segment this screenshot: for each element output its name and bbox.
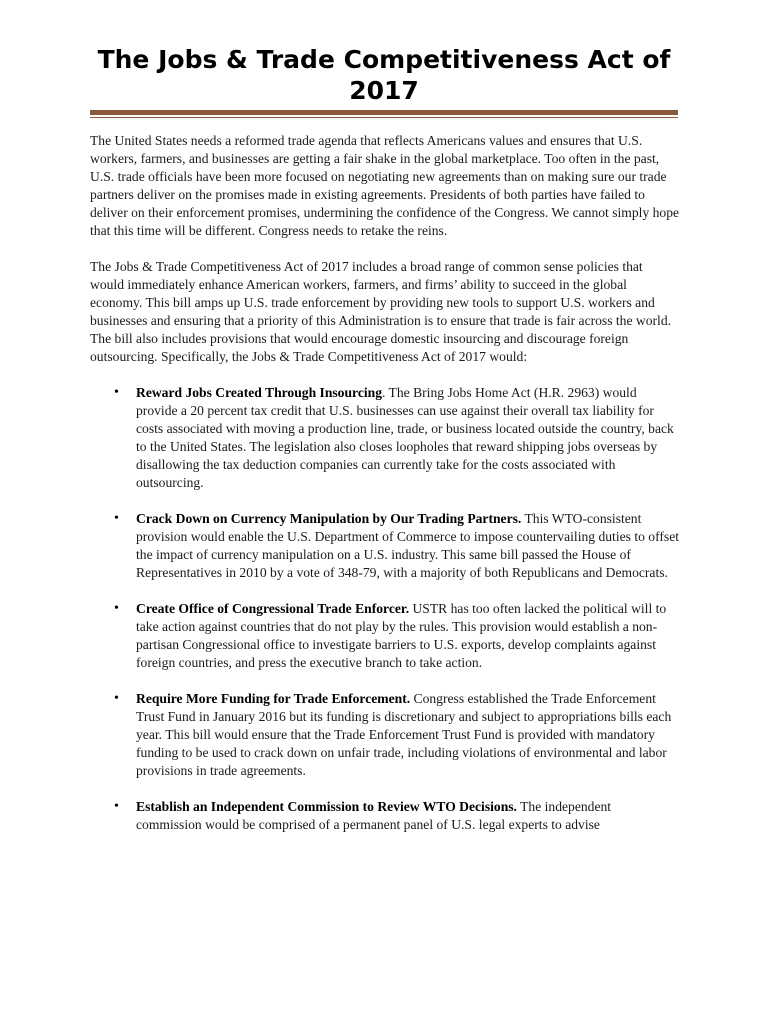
item-text: The independent commission would be comprised of a permanent panel of U.S. legal experts to advise <box>136 799 612 832</box>
summary-paragraph: The Jobs & Trade Competitiveness Act of 2017 includes a broad range of common sense policies that would immediately enhance American workers, farmers, and firms’ ability to succeed in the global economy. This bill amps up U.S. trade enforcement by providing new tools to support U.S. workers and businesses and ensuring that a priority of this Administration is to ensure that trade is fair across the world. The bill also includes provisions that would encourage domestic insourcing and discourage foreign outsourcing. Specifically, the Jobs & Trade Competitiveness Act of 2017 would: <box>90 259 672 364</box>
provisions-list <box>90 384 680 834</box>
item-text: USTR has too often lacked the political will to take action against countries that do not play by the rules. This provision would establish a non-partisan Congressional office to investigate barriers to U.S. exports, develop complaints against foreign countries, and press the executive branch to take action. <box>136 601 667 670</box>
list-item <box>90 690 680 780</box>
bullet-icon: • <box>114 691 119 706</box>
list-item <box>90 798 680 834</box>
bullet-icon: • <box>114 385 119 400</box>
bullet-icon: • <box>114 601 119 616</box>
title-divider <box>90 110 678 115</box>
title-divider-thin <box>90 117 678 118</box>
item-heading: Reward Jobs Created Through Insourcing <box>136 385 382 400</box>
page-title: The Jobs & Trade Competitiveness Act of 2017 <box>97 45 671 105</box>
item-text: This WTO-consistent provision would enable the U.S. Department of Commerce to impose countervailing duties to offset the impact of currency manipulation on a U.S. industry. This same bill passed the House of Representatives in 2010 by a vote of 348-79, with a majority of both Republicans and Democrats. <box>136 511 680 580</box>
list-item <box>90 384 680 492</box>
list-item <box>90 600 680 672</box>
item-heading: Create Office of Congressional Trade Enforcer. <box>136 601 410 616</box>
item-text: Congress established the Trade Enforcement Trust Fund in January 2016 but its funding is discretionary and subject to appropriations bills each year. This bill would ensure that the Trade Enforcement Trust Fund is provided with mandatory funding to be used to crack down on unfair trade, including violations of environmental and labor provisions in trade agreements. <box>136 691 672 778</box>
item-text: . The Bring Jobs Home Act (H.R. 2963) would provide a 20 percent tax credit that U.S. businesses can use against their overall tax liability for costs associated with moving a production line, trade, or business located outside the country, back to the United States. The legislation also closes loopholes that reward shipping jobs overseas by disallowing the tax deduction companies can currently take for the costs associated with outsourcing. <box>136 385 674 490</box>
bullet-icon: • <box>114 511 119 526</box>
document-body <box>90 132 680 852</box>
bullet-icon: • <box>114 799 119 814</box>
intro-paragraph: The United States needs a reformed trade agenda that reflects Americans values and ensures that U.S. workers, farmers, and businesses are getting a fair shake in the global marketplace. Too often in the past, U.S. trade officials have been more focused on negotiating new agreements than on making sure our trade partners deliver on the promises made in existing agreements. Presidents of both parties have failed to deliver on their enforcement promises, undermining the confidence of the Congress. We cannot simply hope that this time will be different. Congress needs to retake the reins. <box>90 133 680 238</box>
list-item <box>90 510 680 582</box>
item-heading: Establish an Independent Commission to Review WTO Decisions. <box>136 799 517 814</box>
item-heading: Crack Down on Currency Manipulation by Our Trading Partners. <box>136 511 522 526</box>
item-heading: Require More Funding for Trade Enforcement. <box>136 691 411 706</box>
